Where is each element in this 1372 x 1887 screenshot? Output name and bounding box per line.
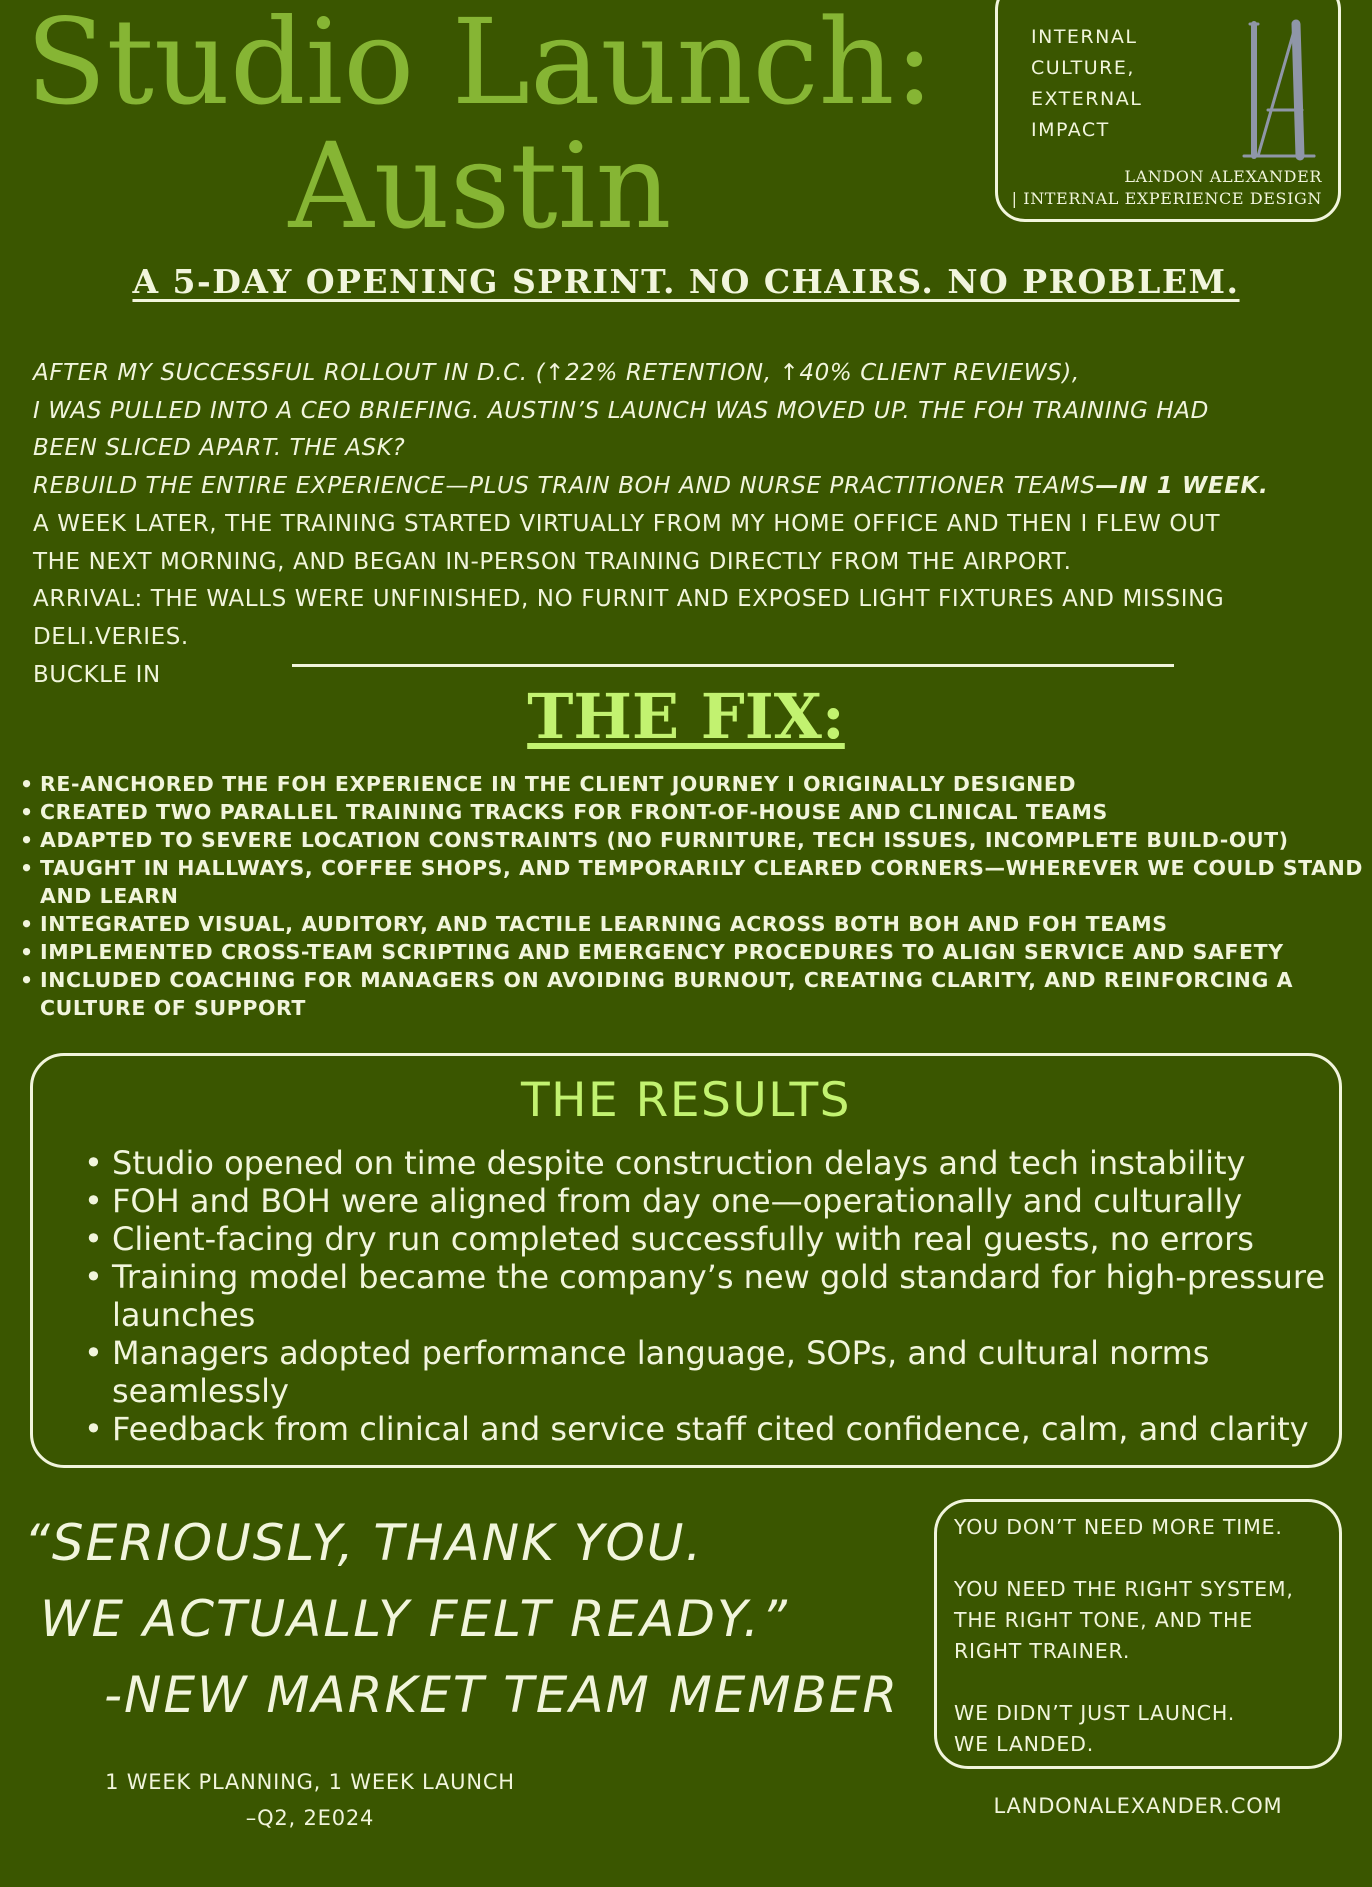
tagline-line: INTERNAL xyxy=(1031,26,1138,48)
designer-name-line: LANDON ALEXANDER xyxy=(1124,167,1322,186)
quote-line: “SERIOUSLY, THANK YOU. xyxy=(24,1514,704,1572)
timeline-date: –Q2, 2E024 xyxy=(245,1806,375,1830)
fix-item: • INTEGRATED VISUAL, AUDITORY, AND TACTILE LEARNING ACROSS BOTH BOH AND FOH TEAMS xyxy=(20,910,1365,938)
story-line: DELI.VERIES. xyxy=(33,623,189,650)
callout-line: WE LANDED. xyxy=(954,1732,1095,1756)
fix-item: • TAUGHT IN HALLWAYS, COFFEE SHOPS, AND TEMPORARILY CLEARED CORNERS—WHEREVER WE COULD STAND AND LEARN xyxy=(20,854,1365,910)
fix-item: • CREATED TWO PARALLEL TRAINING TRACKS FOR FRONT-OF-HOUSE AND CLINICAL TEAMS xyxy=(20,798,1365,826)
result-item: • Client-facing dry run completed successfully with real guests, no errors xyxy=(84,1220,1329,1258)
tagline-line: CULTURE, xyxy=(1031,57,1135,79)
page-title xyxy=(0,0,960,255)
fix-item: • INCLUDED COACHING FOR MANAGERS ON AVOIDING BURNOUT, CREATING CLARITY, AND REINFORCING A CULTURE OF SUPPORT xyxy=(20,966,1365,1022)
fix-heading: THE FIX: xyxy=(527,680,845,753)
fix-item: • RE-ANCHORED THE FOH EXPERIENCE IN THE CLIENT JOURNEY I ORIGINALLY DESIGNED xyxy=(20,770,1365,798)
story-line: ARRIVAL: THE WALLS WERE UNFINISHED, NO FURNIT AND EXPOSED LIGHT FIXTURES AND MISSING xyxy=(33,586,1225,613)
story-line: BUCKLE IN xyxy=(33,661,161,688)
fix-item: • ADAPTED TO SEVERE LOCATION CONSTRAINTS (NO FURNITURE, TECH ISSUES, INCOMPLETE BUILD-OUT) xyxy=(20,826,1365,854)
callout-spacer xyxy=(954,1543,1334,1574)
quote-attribution: -NEW MARKET TEAM MEMBER xyxy=(104,1666,900,1724)
title-line-1: Studio Launch: xyxy=(25,0,935,131)
title-line-2: Austin xyxy=(288,117,672,255)
callout-spacer xyxy=(954,1667,1334,1698)
story-line: A WEEK LATER, THE TRAINING STARTED VIRTUALLY FROM MY HOME OFFICE AND THEN I FLEW OUT xyxy=(33,510,1221,537)
tagline-line: EXTERNAL xyxy=(1031,88,1143,110)
result-item: • Training model became the company’s new gold standard for high-pressure launches xyxy=(84,1258,1329,1334)
divider xyxy=(292,664,1174,667)
result-item: • Managers adopted performance language, SOPs, and cultural norms seamlessly xyxy=(84,1334,1329,1410)
story-ask: REBUILD THE ENTIRE EXPERIENCE—PLUS TRAIN BOH AND NURSE PRACTITIONER TEAMS xyxy=(33,473,1096,500)
callout-line: YOU DON’T NEED MORE TIME. xyxy=(954,1515,1283,1539)
la-monogram-icon xyxy=(1228,16,1344,166)
tagline-line: IMPACT xyxy=(1031,119,1110,141)
results-heading: THE RESULTS xyxy=(520,1073,852,1128)
designer-name xyxy=(1000,166,1322,210)
story-text xyxy=(33,355,1353,694)
story-line: AFTER MY SUCCESSFUL ROLLOUT IN D.C. (↑22% RETENTION, ↑40% CLIENT REVIEWS), xyxy=(33,360,1080,386)
testimonial-quote xyxy=(24,1505,924,1733)
timeline-note xyxy=(90,1764,530,1836)
story-line: I WAS PULLED INTO A CEO BRIEFING. AUSTIN’S LAUNCH WAS MOVED UP. THE FOH TRAINING HAD xyxy=(33,397,1209,424)
result-item: • Studio opened on time despite construction delays and tech instability xyxy=(84,1144,1329,1182)
story-line: BEEN SLICED APART. THE ASK? xyxy=(33,435,406,462)
timeline-line: 1 WEEK PLANNING, 1 WEEK LAUNCH xyxy=(105,1770,515,1794)
fix-item: • IMPLEMENTED CROSS-TEAM SCRIPTING AND EMERGENCY PROCEDURES TO ALIGN SERVICE AND SAFETY xyxy=(20,938,1365,966)
subtitle: A 5-DAY OPENING SPRINT. NO CHAIRS. NO PROBLEM. xyxy=(132,262,1240,301)
callout-line: YOU NEED THE RIGHT SYSTEM, xyxy=(954,1577,1294,1601)
callout-line: RIGHT TRAINER. xyxy=(954,1639,1131,1663)
results-list xyxy=(84,1144,1329,1448)
quote-line: WE ACTUALLY FELT READY.” xyxy=(40,1590,789,1648)
callout-line: WE DIDN’T JUST LAUNCH. xyxy=(954,1701,1236,1725)
callout-text xyxy=(954,1512,1334,1760)
story-line xyxy=(33,468,1353,506)
fix-list xyxy=(20,770,1365,1022)
callout-line: THE RIGHT TONE, AND THE xyxy=(954,1608,1253,1632)
story-line: THE NEXT MORNING, AND BEGAN IN-PERSON TRAINING DIRECTLY FROM THE AIRPORT. xyxy=(33,548,1072,575)
result-item: • FOH and BOH were aligned from day one—operationally and culturally xyxy=(84,1182,1329,1220)
designer-title-line: | INTERNAL EXPERIENCE DESIGN xyxy=(1011,189,1322,208)
tagline xyxy=(1031,22,1142,146)
website-link[interactable]: LANDONALEXANDER.COM xyxy=(993,1794,1283,1818)
story-deadline: —IN 1 WEEK. xyxy=(1095,473,1269,500)
result-item: • Feedback from clinical and service staff cited confidence, calm, and clarity xyxy=(84,1410,1329,1448)
